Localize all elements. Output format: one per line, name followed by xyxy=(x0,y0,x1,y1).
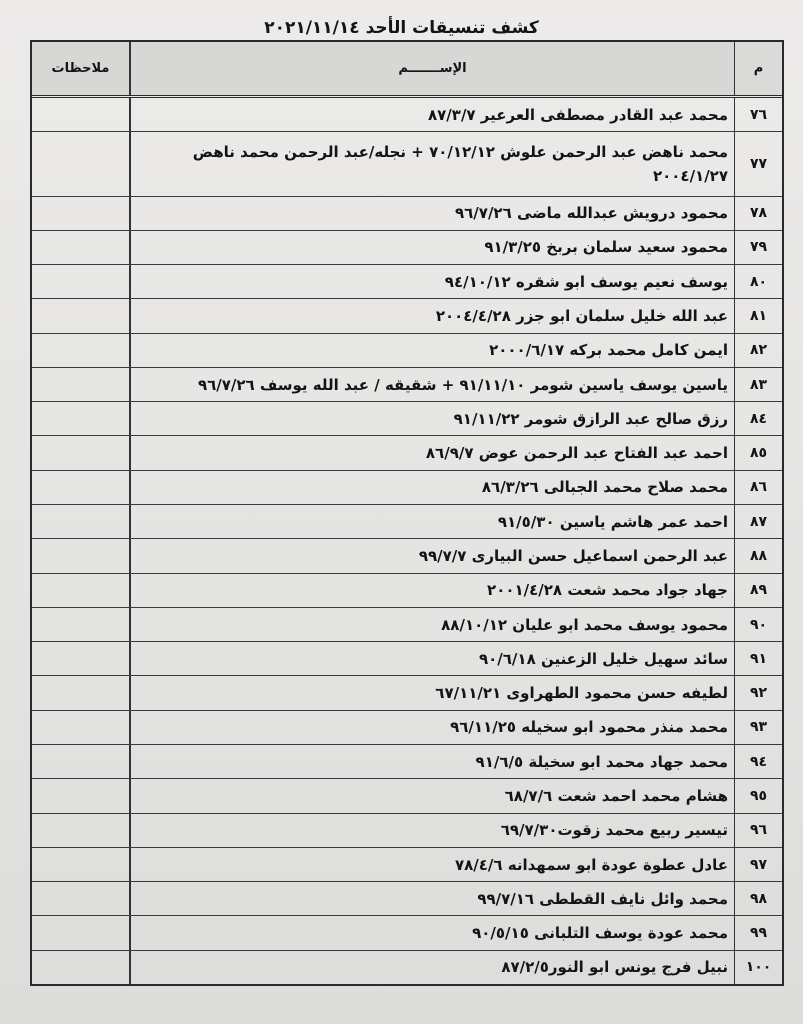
row-notes xyxy=(32,848,129,881)
row-notes xyxy=(32,574,129,607)
table-row xyxy=(32,265,782,299)
row-name: جهاد جواد محمد شعت ٢٠٠١/٤/٢٨ xyxy=(129,574,734,607)
names-table xyxy=(30,40,784,986)
row-name: محمود يوسف محمد ابو عليان ٨٨/١٠/١٢ xyxy=(129,608,734,641)
row-notes xyxy=(32,402,129,435)
table-row xyxy=(32,436,782,470)
row-number: ٨٦ xyxy=(734,471,782,504)
table-row xyxy=(32,539,782,573)
row-notes xyxy=(32,539,129,572)
row-notes xyxy=(32,608,129,641)
row-notes xyxy=(32,814,129,847)
row-notes xyxy=(32,436,129,469)
table-row xyxy=(32,334,782,368)
row-notes xyxy=(32,951,129,984)
row-name: ايمن كامل محمد بركه ٢٠٠٠/٦/١٧ xyxy=(129,334,734,367)
row-name: احمد عبد الفتاح عبد الرحمن عوض ٨٦/٩/٧ xyxy=(129,436,734,469)
row-number: ٨٩ xyxy=(734,574,782,607)
row-number: ٨١ xyxy=(734,299,782,332)
row-notes xyxy=(32,368,129,401)
row-number: ١٠٠ xyxy=(734,951,782,984)
row-notes xyxy=(32,642,129,675)
row-number: ٩٦ xyxy=(734,814,782,847)
row-notes xyxy=(32,98,129,131)
row-name: عبد الرحمن اسماعيل حسن البيارى ٩٩/٧/٧ xyxy=(129,539,734,572)
table-row xyxy=(32,642,782,676)
row-name: سائد سهيل خليل الزعنين ٩٠/٦/١٨ xyxy=(129,642,734,675)
row-number: ٩٢ xyxy=(734,676,782,709)
row-number: ٩٤ xyxy=(734,745,782,778)
table-row xyxy=(32,98,782,132)
row-notes xyxy=(32,231,129,264)
row-number: ٨٨ xyxy=(734,539,782,572)
table-row xyxy=(32,711,782,745)
row-number: ٧٧ xyxy=(734,132,782,195)
row-number: ٨٧ xyxy=(734,505,782,538)
row-notes xyxy=(32,334,129,367)
row-name: احمد عمر هاشم ياسين ٩١/٥/٣٠ xyxy=(129,505,734,538)
row-number: ٨٥ xyxy=(734,436,782,469)
row-name: لطيفه حسن محمود الطهراوى ٦٧/١١/٢١ xyxy=(129,676,734,709)
page-title: كشف تنسيقات الأحد ٢٠٢١/١١/١٤ xyxy=(264,18,539,38)
row-notes xyxy=(32,299,129,332)
table-row xyxy=(32,197,782,231)
row-number: ٨٢ xyxy=(734,334,782,367)
row-name: محمد عودة يوسف التلبانى ٩٠/٥/١٥ xyxy=(129,916,734,949)
table-row xyxy=(32,505,782,539)
row-notes xyxy=(32,265,129,298)
row-number: ٩٨ xyxy=(734,882,782,915)
table-row xyxy=(32,132,782,196)
row-notes xyxy=(32,132,129,195)
row-notes xyxy=(32,505,129,538)
row-number: ٩٩ xyxy=(734,916,782,949)
row-number: ٨٤ xyxy=(734,402,782,435)
row-name: نبيل فرج يونس ابو النور٨٧/٢/٥ xyxy=(129,951,734,984)
row-notes xyxy=(32,916,129,949)
header-name: الإســـــــم xyxy=(129,42,734,95)
header-number: م xyxy=(734,42,782,95)
table-row xyxy=(32,916,782,950)
row-notes xyxy=(32,882,129,915)
row-number: ٩٠ xyxy=(734,608,782,641)
row-number: ٧٨ xyxy=(734,197,782,230)
row-name: يوسف نعيم يوسف ابو شقره ٩٤/١٠/١٢ xyxy=(129,265,734,298)
row-name: عادل عطوة عودة ابو سمهدانه ٧٨/٤/٦ xyxy=(129,848,734,881)
header-notes: ملاحظات xyxy=(32,42,129,95)
row-name: محمد صلاح محمد الجبالى ٨٦/٣/٢٦ xyxy=(129,471,734,504)
row-number: ٧٩ xyxy=(734,231,782,264)
row-name: عبد الله خليل سلمان ابو جزر ٢٠٠٤/٤/٢٨ xyxy=(129,299,734,332)
row-number: ٩٥ xyxy=(734,779,782,812)
table-row xyxy=(32,676,782,710)
table-row xyxy=(32,471,782,505)
row-name: محمود درويش عبدالله ماضى ٩٦/٧/٢٦ xyxy=(129,197,734,230)
table-row xyxy=(32,951,782,984)
row-notes xyxy=(32,745,129,778)
row-notes xyxy=(32,711,129,744)
row-name: محمد وائل نايف القططى ٩٩/٧/١٦ xyxy=(129,882,734,915)
row-name: رزق صالح عبد الرازق شومر ٩١/١١/٢٢ xyxy=(129,402,734,435)
row-name: محمد عبد القادر مصطفى العرعير ٨٧/٣/٧ xyxy=(129,98,734,131)
row-name: محمد ناهض عبد الرحمن علوش ٧٠/١٢/١٢ + نجله/عبد الرحمن محمد ناهض ٢٠٠٤/١/٢٧ xyxy=(129,132,734,195)
table-row xyxy=(32,882,782,916)
table-body xyxy=(32,98,782,984)
row-notes xyxy=(32,471,129,504)
row-name: محمد منذر محمود ابو سخيله ٩٦/١١/٢٥ xyxy=(129,711,734,744)
row-name: تيسير ربيع محمد زقوت٦٩/٧/٣٠ xyxy=(129,814,734,847)
row-notes xyxy=(32,779,129,812)
table-header-row xyxy=(32,42,782,98)
row-name: ياسين يوسف ياسين شومر ٩١/١١/١٠ + شقيقه / عبد الله يوسف ٩٦/٧/٢٦ xyxy=(129,368,734,401)
table-row xyxy=(32,402,782,436)
row-notes xyxy=(32,676,129,709)
table-row xyxy=(32,779,782,813)
table-row xyxy=(32,745,782,779)
row-number: ٧٦ xyxy=(734,98,782,131)
table-row xyxy=(32,574,782,608)
row-name: محمد جهاد محمد ابو سخيلة ٩١/٦/٥ xyxy=(129,745,734,778)
row-notes xyxy=(32,197,129,230)
row-name: هشام محمد احمد شعت ٦٨/٧/٦ xyxy=(129,779,734,812)
row-number: ٨٠ xyxy=(734,265,782,298)
table-row xyxy=(32,368,782,402)
row-number: ٩٧ xyxy=(734,848,782,881)
table-row xyxy=(32,814,782,848)
table-row xyxy=(32,608,782,642)
table-row xyxy=(32,299,782,333)
row-name: محمود سعيد سلمان بربخ ٩١/٣/٢٥ xyxy=(129,231,734,264)
row-number: ٩١ xyxy=(734,642,782,675)
row-number: ٨٣ xyxy=(734,368,782,401)
row-number: ٩٣ xyxy=(734,711,782,744)
table-row xyxy=(32,848,782,882)
table-row xyxy=(32,231,782,265)
